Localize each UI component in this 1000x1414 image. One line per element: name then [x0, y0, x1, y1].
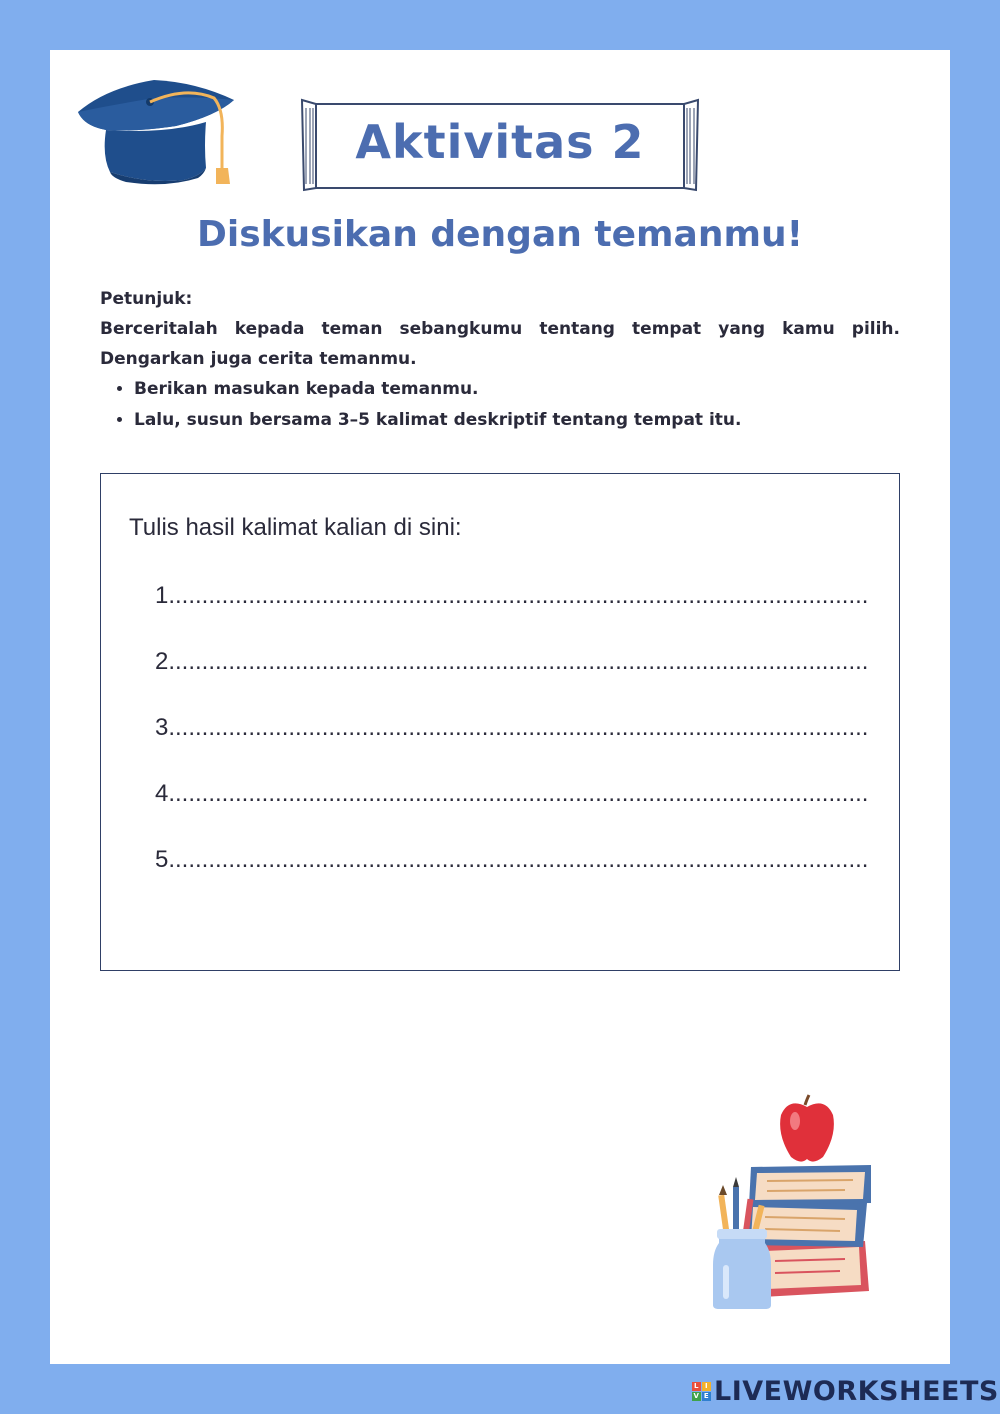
answer-line-2[interactable] [151, 648, 869, 678]
worksheet-page [50, 50, 950, 1364]
instruction-bullet: • Berikan masukan kepada temanmu. [134, 374, 900, 405]
instructions [100, 284, 900, 436]
answer-line-dots: ........................................................................................................ [175, 582, 869, 609]
instruction-bullet: • Lalu, susun bersama 3–5 kalimat deskriptif tentang tempat itu. [134, 405, 900, 436]
answer-line-dots: ........................................................................................................ [175, 714, 869, 741]
answer-line-number: 5. [154, 846, 175, 873]
answer-line-number: 1. [154, 582, 175, 609]
answer-prompt: Tulis hasil kalimat kalian di sini: [129, 514, 462, 541]
answer-line-1[interactable] [151, 582, 869, 612]
answer-line-3[interactable] [151, 714, 869, 744]
graduation-cap-icon [66, 76, 238, 188]
answer-line-4[interactable] [151, 780, 869, 810]
instructions-label: Petunjuk: [100, 289, 193, 309]
answer-line-5[interactable] [151, 846, 869, 876]
answer-line-dots: ........................................................................................................ [175, 846, 869, 873]
answer-line-number: 4. [154, 780, 175, 807]
answer-line-number: 3. [154, 714, 175, 741]
instructions-bullets [100, 374, 900, 436]
instructions-text: Berceritalah kepada teman sebangkumu tentang tempat yang kamu pilih. Dengarkan juga cerita temanmu. [100, 319, 900, 369]
liveworksheets-watermark [692, 1374, 999, 1408]
answer-line-dots: ........................................................................................................ [175, 648, 869, 675]
answer-line-number: 2. [154, 648, 175, 675]
answer-line-dots: ........................................................................................................ [175, 780, 869, 807]
liveworksheets-logo-icon: L I V E [693, 1381, 710, 1400]
answer-box [100, 473, 900, 971]
watermark-text: LIVEWORKSHEETS [714, 1375, 999, 1407]
page-title: Aktivitas 2 [355, 115, 645, 169]
books-apple-pencils-icon [705, 1095, 885, 1310]
subtitle: Diskusikan dengan temanmu! [196, 214, 804, 255]
